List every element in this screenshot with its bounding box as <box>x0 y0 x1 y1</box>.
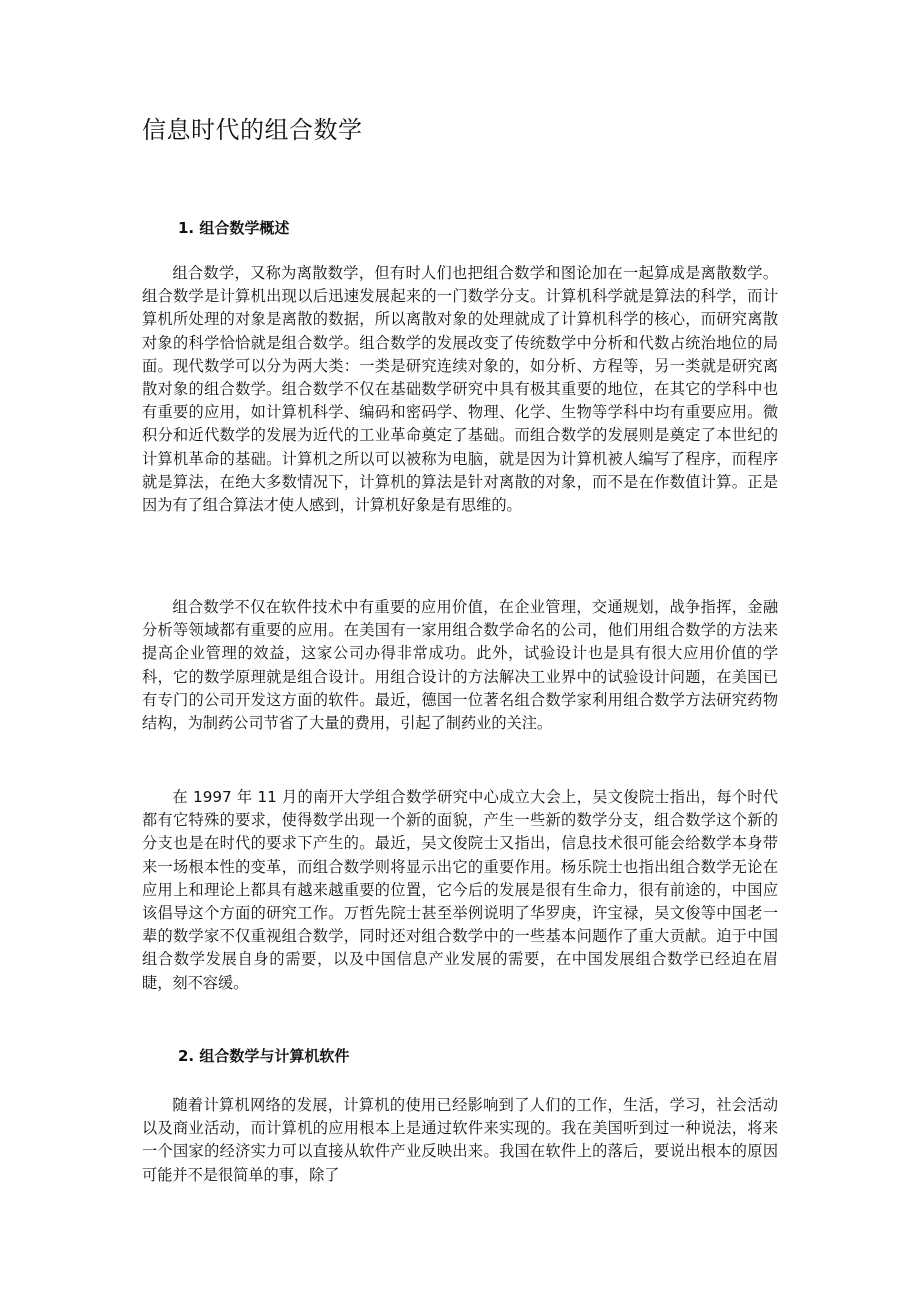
section-1-paragraph-2: 组合数学不仅在软件技术中有重要的应用价值，在企业管理，交通规划，战争指挥，金融分析等领域都有重要的应用。在美国有一家用组合数学命名的公司，他们用组合数学的方法来提高企业管理的效益，这家公司办得非常成功。此外，试验设计也是具有很大应用价值的学科，它的数学原理就是组合设计。用组合设计的方法解决工业界中的试验设计问题，在美国已有专门的公司开发这方面的软件。最近，德国一位著名组合数学家利用组合数学方法研究药物结构，为制药公司节省了大量的费用，引起了制药业的关注。 <box>142 598 778 733</box>
section-1-paragraph-1: 组合数学，又称为离散数学，但有时人们也把组合数学和图论加在一起算成是离散数学。组合数学是计算机出现以后迅速发展起来的一门数学分支。计算机科学就是算法的科学，而计算机所处理的对象是离散的数据，所以离散对象的处理就成了计算机科学的核心，而研究离散对象的科学恰恰就是组合数学。组合数学的发展改变了传统数学中分析和代数占统治地位的局面。现代数学可以分为两大类：一类是研究连续对象的，如分析、方程等，另一类就是研究离散对象的组合数学。组合数学不仅在基础数学研究中具有极其重要的地位，在其它的学科中也有重要的应用，如计算机科学、编码和密码学、物理、化学、生物等学科中均有重要应用。微积分和近代数学的发展为近代的工业革命奠定了基础。而组合数学的发展则是奠定了本世纪的计算机革命的基础。计算机之所以可以被称为电脑，就是因为计算机被人编写了程序，而程序就是算法，在绝大多数情况下，计算机的算法是针对离散的对象，而不是在作数值计算。正是因为有了组合算法才使人感到，计算机好象是有思维的。 <box>142 264 778 515</box>
section-1-paragraph-3: 在 1997 年 11 月的南开大学组合数学研究中心成立大会上，吴文俊院士指出，每个时代都有它特殊的要求，使得数学出现一个新的面貌，产生一些新的数学分支，组合数学这个新的分支也是在时代的要求下产生的。最近，吴文俊院士又指出，信息技术很可能会给数学本身带来一场根本性的变革，而组合数学则将显示出它的重要作用。杨乐院士也指出组合数学无论在应用上和理论上都具有越来越重要的位置，它今后的发展是很有生命力，很有前途的，中国应该倡导这个方面的研究工作。万哲先院士甚至举例说明了华罗庚，许宝禄，吴文俊等中国老一辈的数学家不仅重视组合数学，同时还对组合数学中的一些基本问题作了重大贡献。迫于中国组合数学发展自身的需要，以及中国信息产业发展的需要，在中国发展组合数学已经迫在眉睫，刻不容缓。 <box>142 788 778 992</box>
section-heading-1: 1. 组合数学概述 <box>178 219 290 237</box>
document-title: 信息时代的组合数学 <box>142 116 363 144</box>
section-heading-2: 2. 组合数学与计算机软件 <box>178 1047 350 1065</box>
section-2-paragraph-1: 随着计算机网络的发展，计算机的使用已经影响到了人们的工作，生活，学习，社会活动以及商业活动，而计算机的应用根本上是通过软件来实现的。我在美国听到过一种说法，将来一个国家的经济实力可以直接从软件产业反映出来。我国在软件上的落后，要说出根本的原因可能并不是很简单的事，除了 <box>142 1096 778 1184</box>
